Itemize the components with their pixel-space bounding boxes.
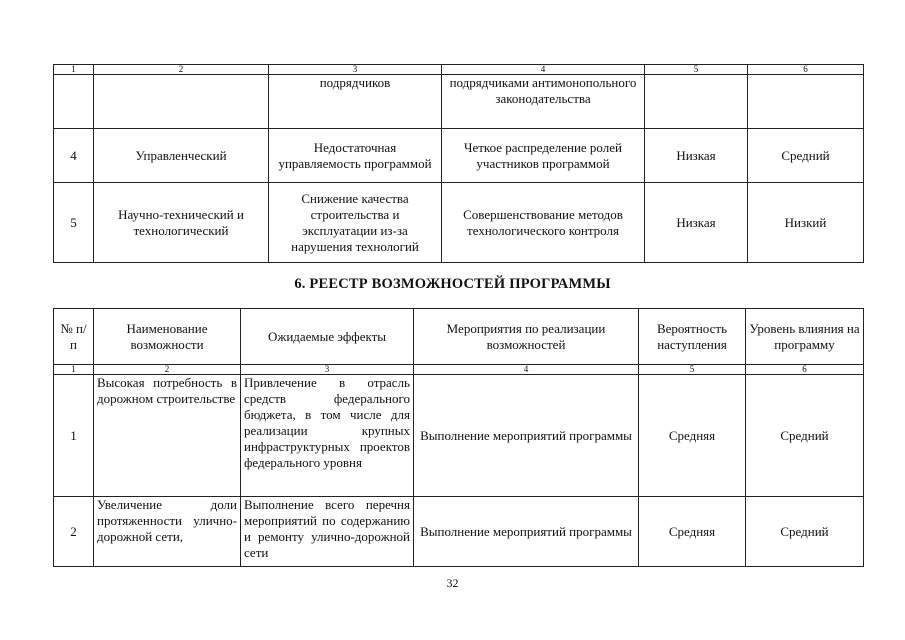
- opportunity-probability: Средняя: [639, 497, 746, 567]
- header-impact: Уровень влияния на программу: [746, 309, 864, 365]
- risk-probability: Низкая: [645, 129, 748, 183]
- header-probability: Вероятность наступления: [639, 309, 746, 365]
- opportunity-effects: Привлечение в отрасль средств федерального бюджета, в том числе для реализации крупных инфраструктурных проектов федерального уровня: [241, 375, 414, 497]
- opportunity-name: Высокая потребность в дорожном строительстве: [94, 375, 241, 497]
- column-index: 2: [94, 65, 269, 75]
- column-index: 1: [54, 65, 94, 75]
- risk-impact: Средний: [748, 129, 864, 183]
- header-measures: Мероприятия по реализации возможностей: [414, 309, 639, 365]
- column-index: 5: [639, 365, 746, 375]
- row-number: 5: [54, 183, 94, 263]
- row-number: [54, 75, 94, 129]
- opportunity-impact: Средний: [746, 375, 864, 497]
- risk-description: Недостаточная управляемость программой: [269, 129, 442, 183]
- page-number: 32: [446, 576, 459, 590]
- risk-measures: подрядчиками антимонопольного законодательства: [442, 75, 645, 129]
- risk-measures: Четкое распределение ролей участников программой: [442, 129, 645, 183]
- risk-description: подрядчиков: [269, 75, 442, 129]
- risk-impact: [748, 75, 864, 129]
- column-index: 4: [442, 65, 645, 75]
- risk-measures: Совершенствование методов технологического контроля: [442, 183, 645, 263]
- header-effects: Ожидаемые эффекты: [241, 309, 414, 365]
- risk-table: [53, 64, 864, 263]
- header-row: [54, 309, 864, 365]
- opportunity-effects: Выполнение всего перечня мероприятий по содержанию и ремонту улично-дорожной сети: [241, 497, 414, 567]
- risk-description: Снижение качества строительства и эксплуатации из-за нарушения технологий: [269, 183, 442, 263]
- risk-type: Научно-технический и технологический: [94, 183, 269, 263]
- column-index: 2: [94, 365, 241, 375]
- column-index: 5: [645, 65, 748, 75]
- column-index-row: [54, 65, 864, 75]
- risk-type: [94, 75, 269, 129]
- row-number: 2: [54, 497, 94, 567]
- section-title: 6. РЕЕСТР ВОЗМОЖНОСТЕЙ ПРОГРАММЫ: [294, 276, 611, 292]
- table-row: [54, 497, 864, 567]
- opportunity-name: Увеличение доли протяженности улично-дорожной сети,: [94, 497, 241, 567]
- header-name: Наименование возможности: [94, 309, 241, 365]
- column-index-row: [54, 365, 864, 375]
- header-num: № п/п: [54, 309, 94, 365]
- row-number: 4: [54, 129, 94, 183]
- opportunity-measures: Выполнение мероприятий программы: [414, 497, 639, 567]
- table-row: [54, 375, 864, 497]
- column-index: 6: [746, 365, 864, 375]
- opportunity-measures: Выполнение мероприятий программы: [414, 375, 639, 497]
- opportunity-table: [53, 308, 864, 567]
- table-row: [54, 75, 864, 129]
- opportunity-probability: Средняя: [639, 375, 746, 497]
- risk-probability: Низкая: [645, 183, 748, 263]
- table-row: [54, 129, 864, 183]
- column-index: 6: [748, 65, 864, 75]
- risk-type: Управленческий: [94, 129, 269, 183]
- table-row: [54, 183, 864, 263]
- column-index: 4: [414, 365, 639, 375]
- risk-probability: [645, 75, 748, 129]
- risk-impact: Низкий: [748, 183, 864, 263]
- column-index: 3: [269, 65, 442, 75]
- column-index: 1: [54, 365, 94, 375]
- row-number: 1: [54, 375, 94, 497]
- column-index: 3: [241, 365, 414, 375]
- opportunity-impact: Средний: [746, 497, 864, 567]
